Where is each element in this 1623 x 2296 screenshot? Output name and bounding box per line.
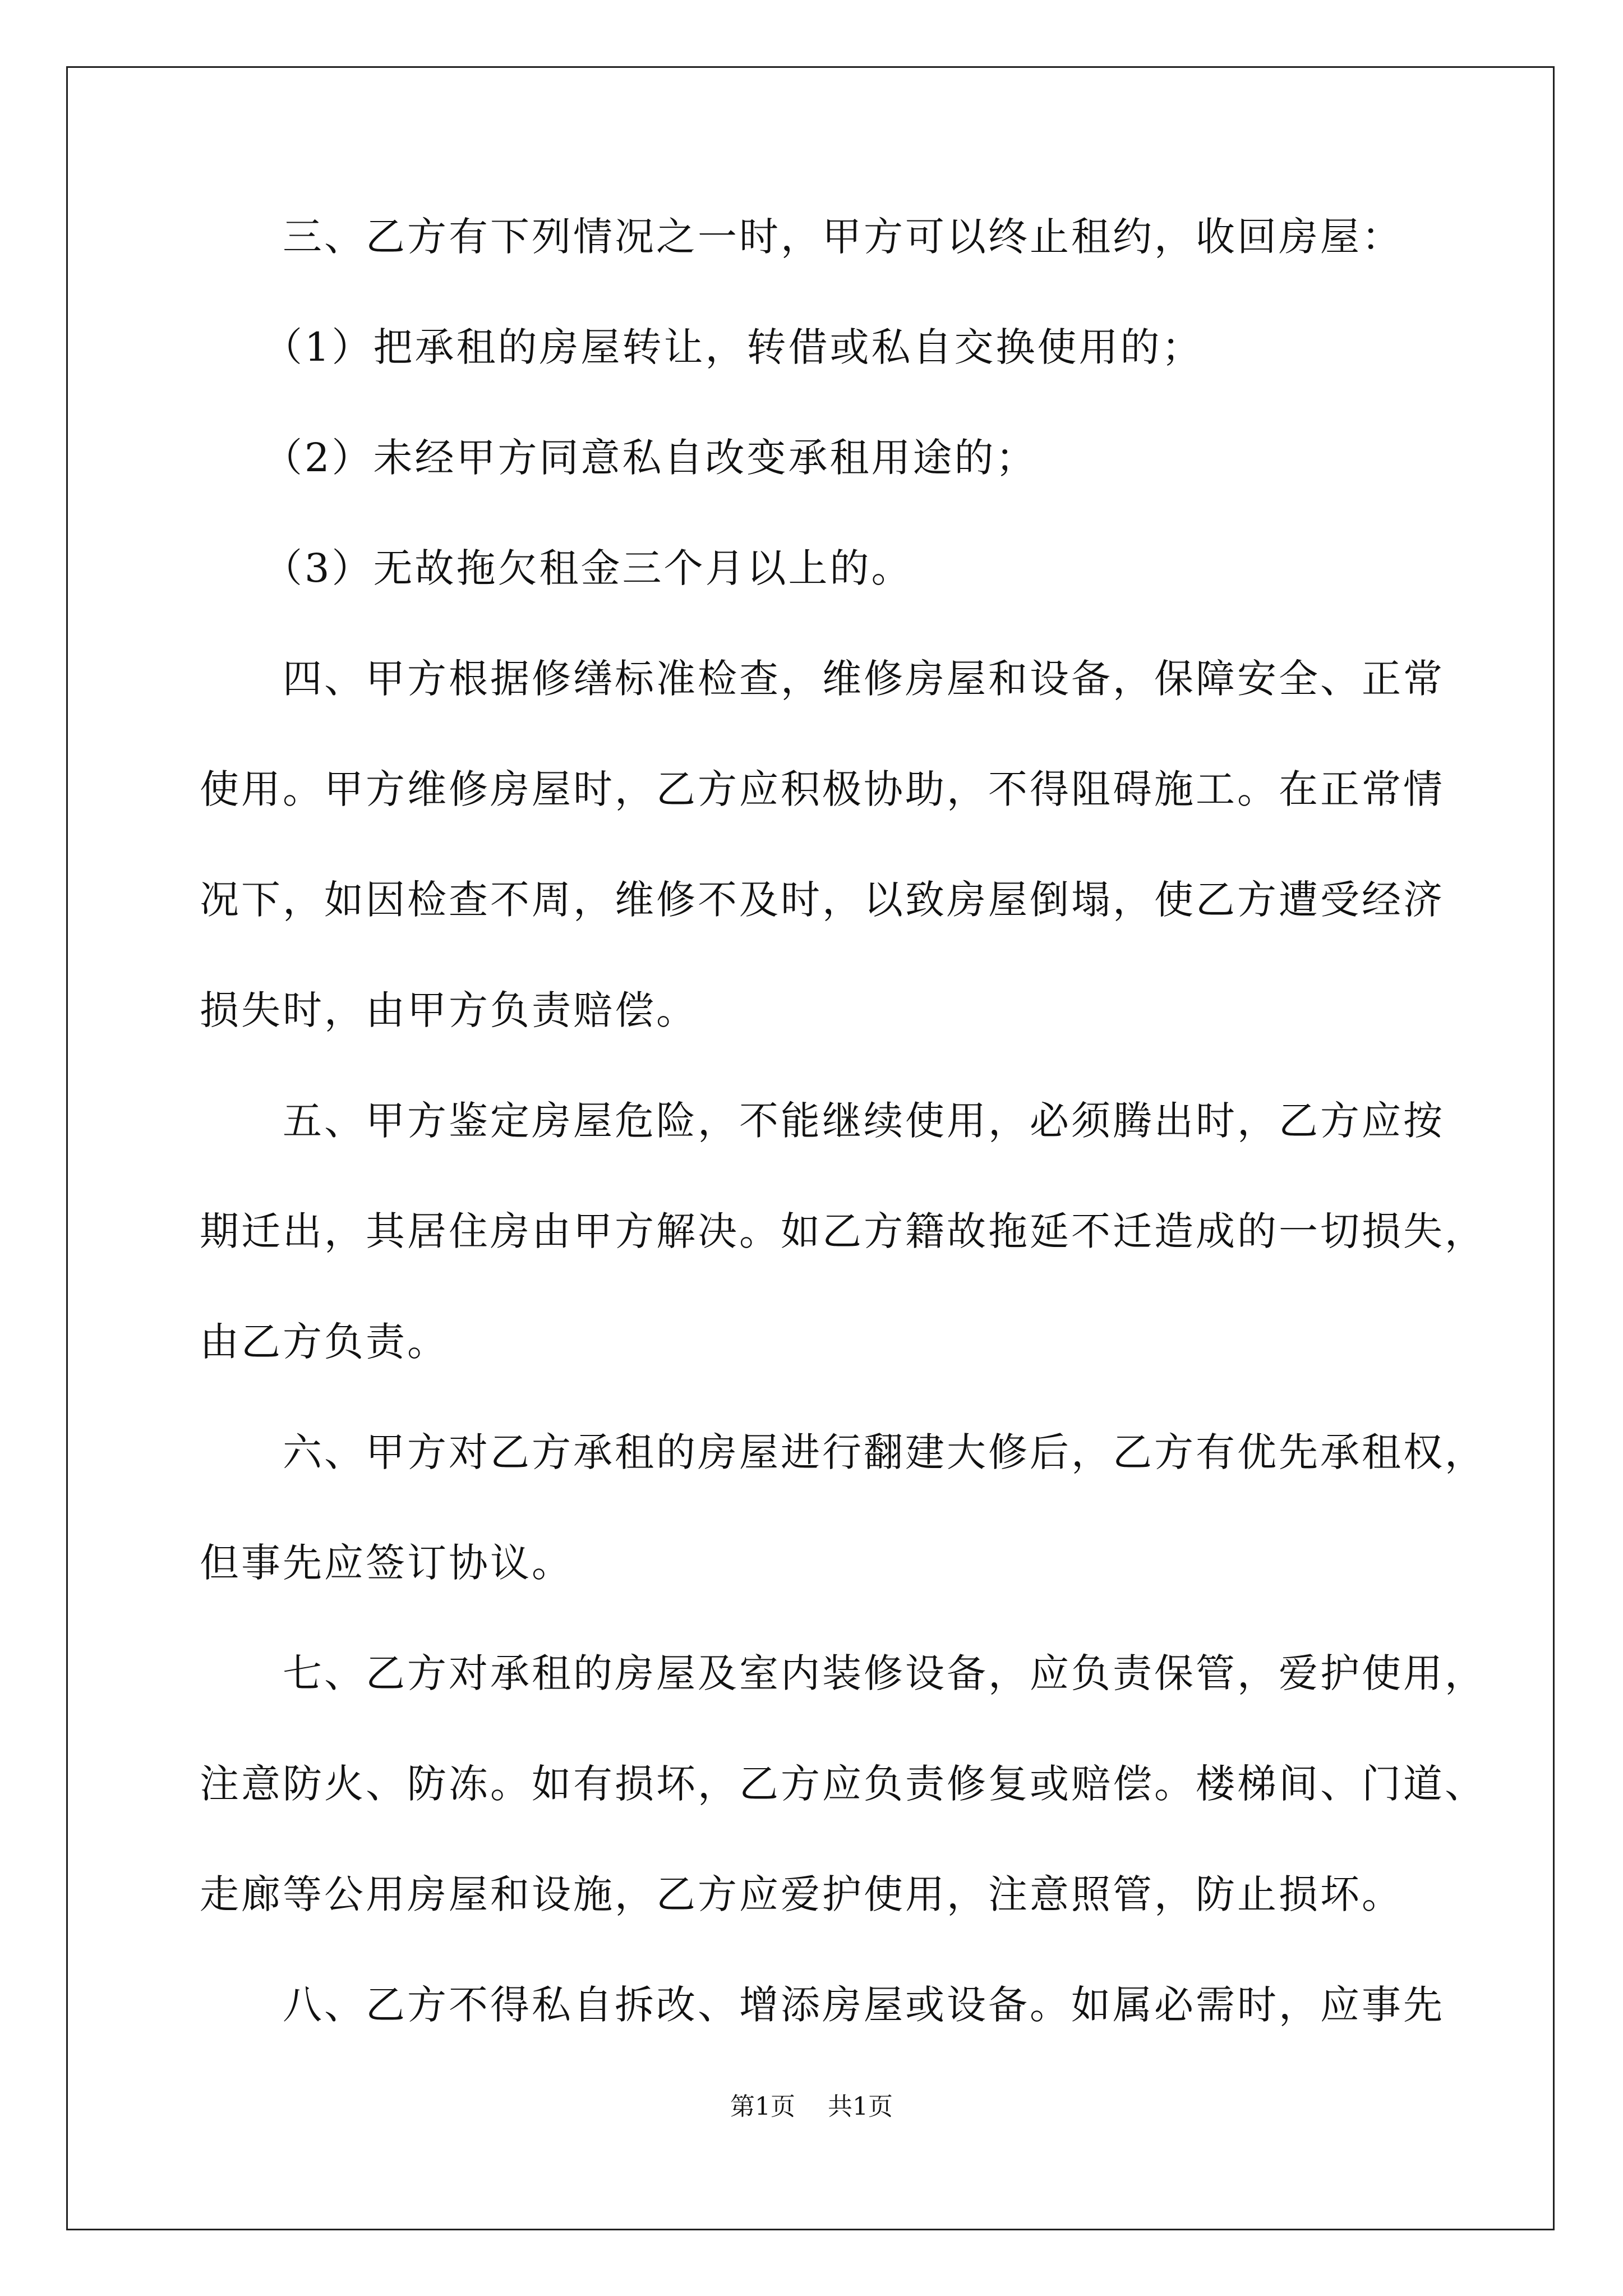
paragraph-line: 况下，如因检查不周，维修不及时，以致房屋倒塌，使乙方遭受经济 <box>200 877 1445 923</box>
paragraph-line: 八、乙方不得私自拆改、增添房屋或设备。如属必需时，应事先 <box>200 1982 1445 2028</box>
paragraph-line: 期迁出，其居住房由甲方解决。如乙方籍故拖延不迁造成的一切损失， <box>200 1208 1486 1254</box>
paragraph-line: 损失时，由甲方负责赔偿。 <box>200 987 698 1033</box>
paragraph-line: 三、乙方有下列情况之一时，甲方可以终止租约，收回房屋： <box>200 214 1403 260</box>
paragraph-line: 四、甲方根据修缮标准检查，维修房屋和设备，保障安全、正常 <box>200 656 1445 702</box>
paragraph-line: 但事先应签订协议。 <box>200 1540 573 1586</box>
paragraph-line: 使用。甲方维修房屋时，乙方应积极协助，不得阻碍施工。在正常情 <box>200 766 1445 812</box>
paragraph-line: 由乙方负责。 <box>200 1319 449 1365</box>
paragraph-line: 注意防火、防冻。如有损坏，乙方应负责修复或赔偿。楼梯间、门道、 <box>200 1761 1486 1807</box>
document-body <box>200 209 1486 2033</box>
page-footer: 第1页 共1页 <box>730 2092 893 2121</box>
paragraph-line: 走廊等公用房屋和设施，乙方应爱护使用，注意照管，防止损坏。 <box>200 1871 1403 1917</box>
paragraph-line: 七、乙方对承租的房屋及室内装修设备，应负责保管，爱护使用， <box>200 1650 1486 1696</box>
paragraph-line: 六、甲方对乙方承租的房屋进行翻建大修后，乙方有优先承租权， <box>200 1429 1486 1475</box>
paragraph-line: （2）未经甲方同意私自改变承租用途的； <box>200 435 1038 481</box>
paragraph-line: （1）把承租的房屋转让，转借或私自交换使用的； <box>200 324 1204 370</box>
paragraph-line: （3）无故拖欠租金三个月以上的。 <box>200 545 913 591</box>
paragraph-line: 五、甲方鉴定房屋危险，不能继续使用，必须腾出时，乙方应按 <box>200 1098 1445 1144</box>
